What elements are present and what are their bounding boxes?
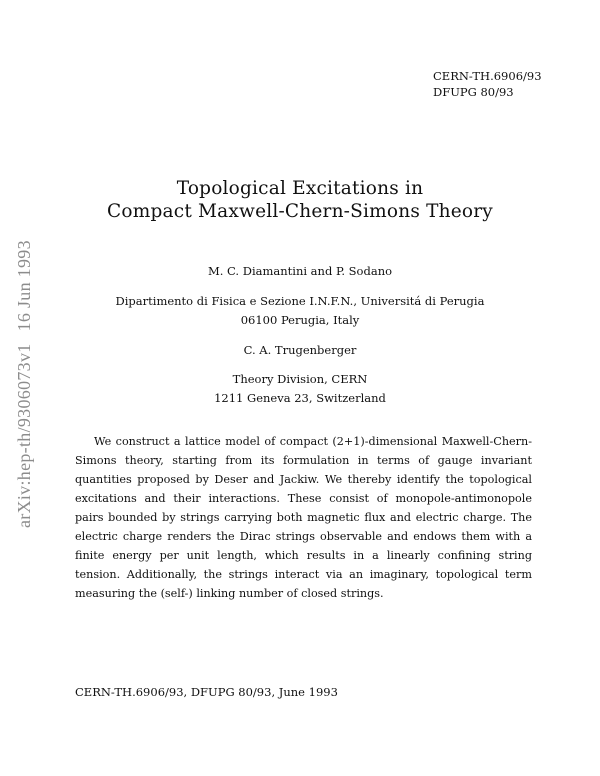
author-names-2: C. A. Trugenberger	[243, 343, 357, 357]
arxiv-date: 16 Jun 1993	[14, 240, 34, 332]
title-line-2: Compact Maxwell-Chern-Simons Theory	[107, 201, 493, 222]
arxiv-id: arXiv:hep-th/9306073v1	[14, 343, 34, 528]
affiliation-1	[0, 292, 600, 330]
report-numbers	[433, 68, 542, 100]
affiliation-1-line-1: Dipartimento di Fisica e Sezione I.N.F.N., Universitá di Perugia	[115, 294, 485, 308]
author-names-1: M. C. Diamantini and P. Sodano	[207, 264, 393, 278]
abstract: We construct a lattice model of compact (2+1)-dimensional Maxwell-Chern-Simons theory, starting from its formulation in terms of gauge invariant quantities proposed by Deser and Jackiw. We thereby identify the topological excitations and their interactions. These consist of monopole-antimonopole pairs bounded by strings carrying both magnetic flux and electric charge. The electric charge renders the Dirac strings observable and endows them with a finite energy per unit length, which results in a linearly confining string tension. Additionally, the strings interact via an imaginary, topological term measuring the (self-) linking number of closed strings.	[75, 435, 532, 600]
affiliation-2-line-2: 1211 Geneva 23, Switzerland	[214, 391, 386, 405]
footer-report-line: CERN-TH.6906/93, DFUPG 80/93, June 1993	[75, 685, 338, 699]
title-line-1: Topological Excitations in	[176, 178, 424, 199]
affiliation-2-line-1: Theory Division, CERN	[232, 372, 368, 386]
affiliation-1-line-2: 06100 Perugia, Italy	[240, 313, 360, 327]
paper-title	[0, 177, 600, 223]
affiliation-2	[0, 370, 600, 408]
report-number-cern: CERN-TH.6906/93	[433, 69, 542, 83]
report-number-dfupg: DFUPG 80/93	[433, 85, 514, 99]
